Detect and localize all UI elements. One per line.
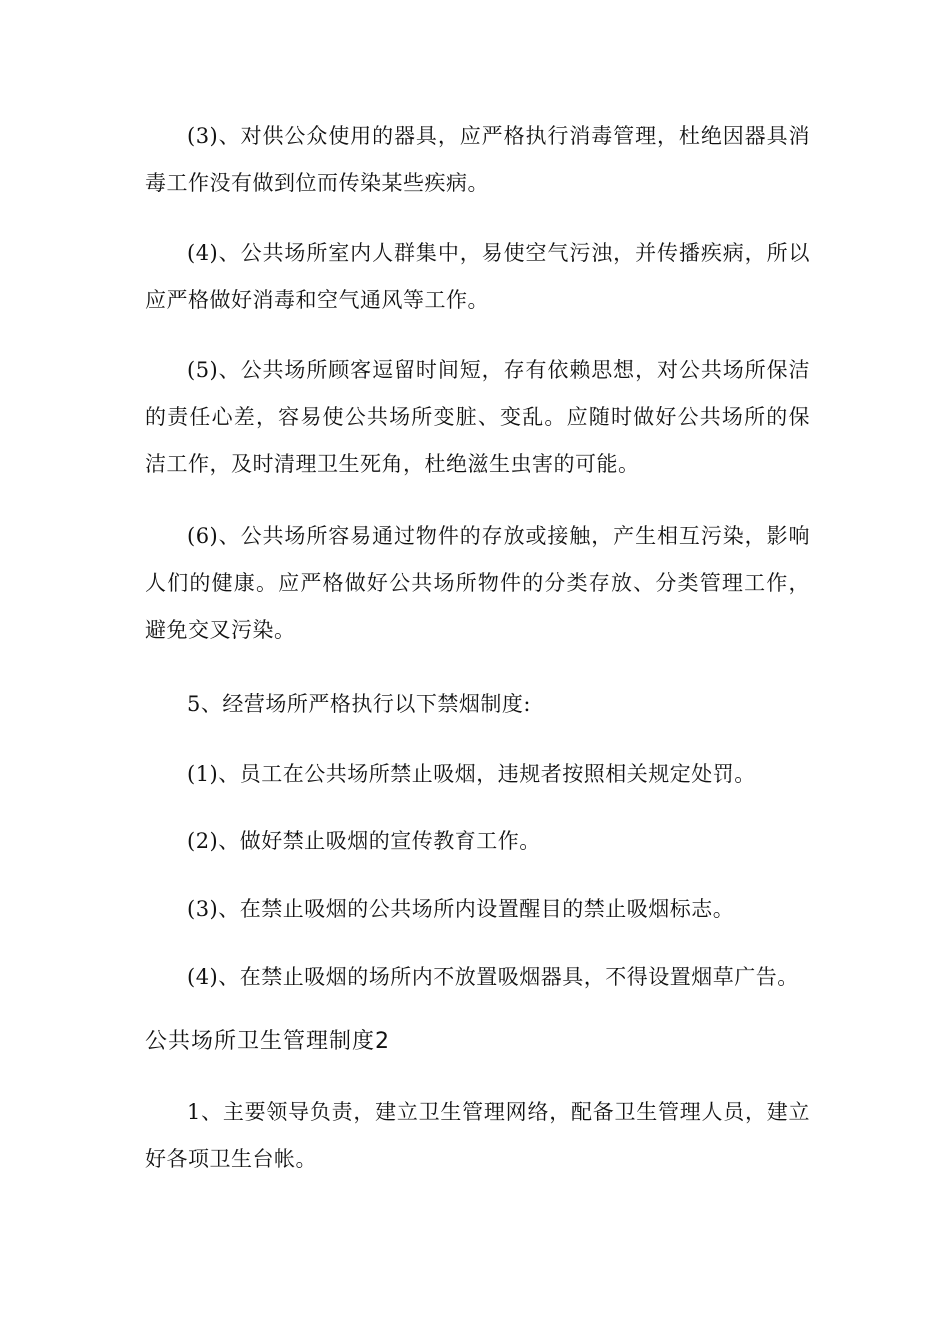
paragraph-smoking-item-3: (3)、在禁止吸烟的公共场所内设置醒目的禁止吸烟标志。	[187, 897, 735, 921]
paragraph-smoking-item-2: (2)、做好禁止吸烟的宣传教育工作。	[187, 829, 541, 853]
section-heading: 公共场所卫生管理制度2	[145, 1029, 390, 1054]
paragraph-item-4-ventilation: (4)、公共场所室内人群集中，易使空气污浊，并传播疾病，所以应严格做好消毒和空气通风等工作。	[145, 241, 810, 312]
paragraph-item-3-utensils: (3)、对供公众使用的器具，应严格执行消毒管理，杜绝因器具消毒工作没有做到位而传染某些疾病。	[145, 124, 810, 195]
paragraph-item-6-storage: (6)、公共场所容易通过物件的存放或接触，产生相互污染，影响人们的健康。应严格做好公共场所物件的分类存放、分类管理工作，避免交叉污染。	[145, 524, 810, 642]
paragraph-section-2-item-1: 1、主要领导负责，建立卫生管理网络，配备卫生管理人员，建立好各项卫生台帐。	[145, 1100, 810, 1171]
paragraph-smoking-item-1: (1)、员工在公共场所禁止吸烟，违规者按照相关规定处罚。	[187, 762, 756, 786]
paragraph-no-smoking-rules: 5、经营场所严格执行以下禁烟制度:	[187, 692, 531, 716]
paragraph-item-5-cleaning: (5)、公共场所顾客逗留时间短，存有依赖思想，对公共场所保洁的责任心差，容易使公共场所变脏、变乱。应随时做好公共场所的保洁工作，及时清理卫生死角，杜绝滋生虫害的可能。	[145, 358, 810, 476]
paragraph-smoking-item-4: (4)、在禁止吸烟的场所内不放置吸烟器具，不得设置烟草广告。	[187, 965, 799, 989]
